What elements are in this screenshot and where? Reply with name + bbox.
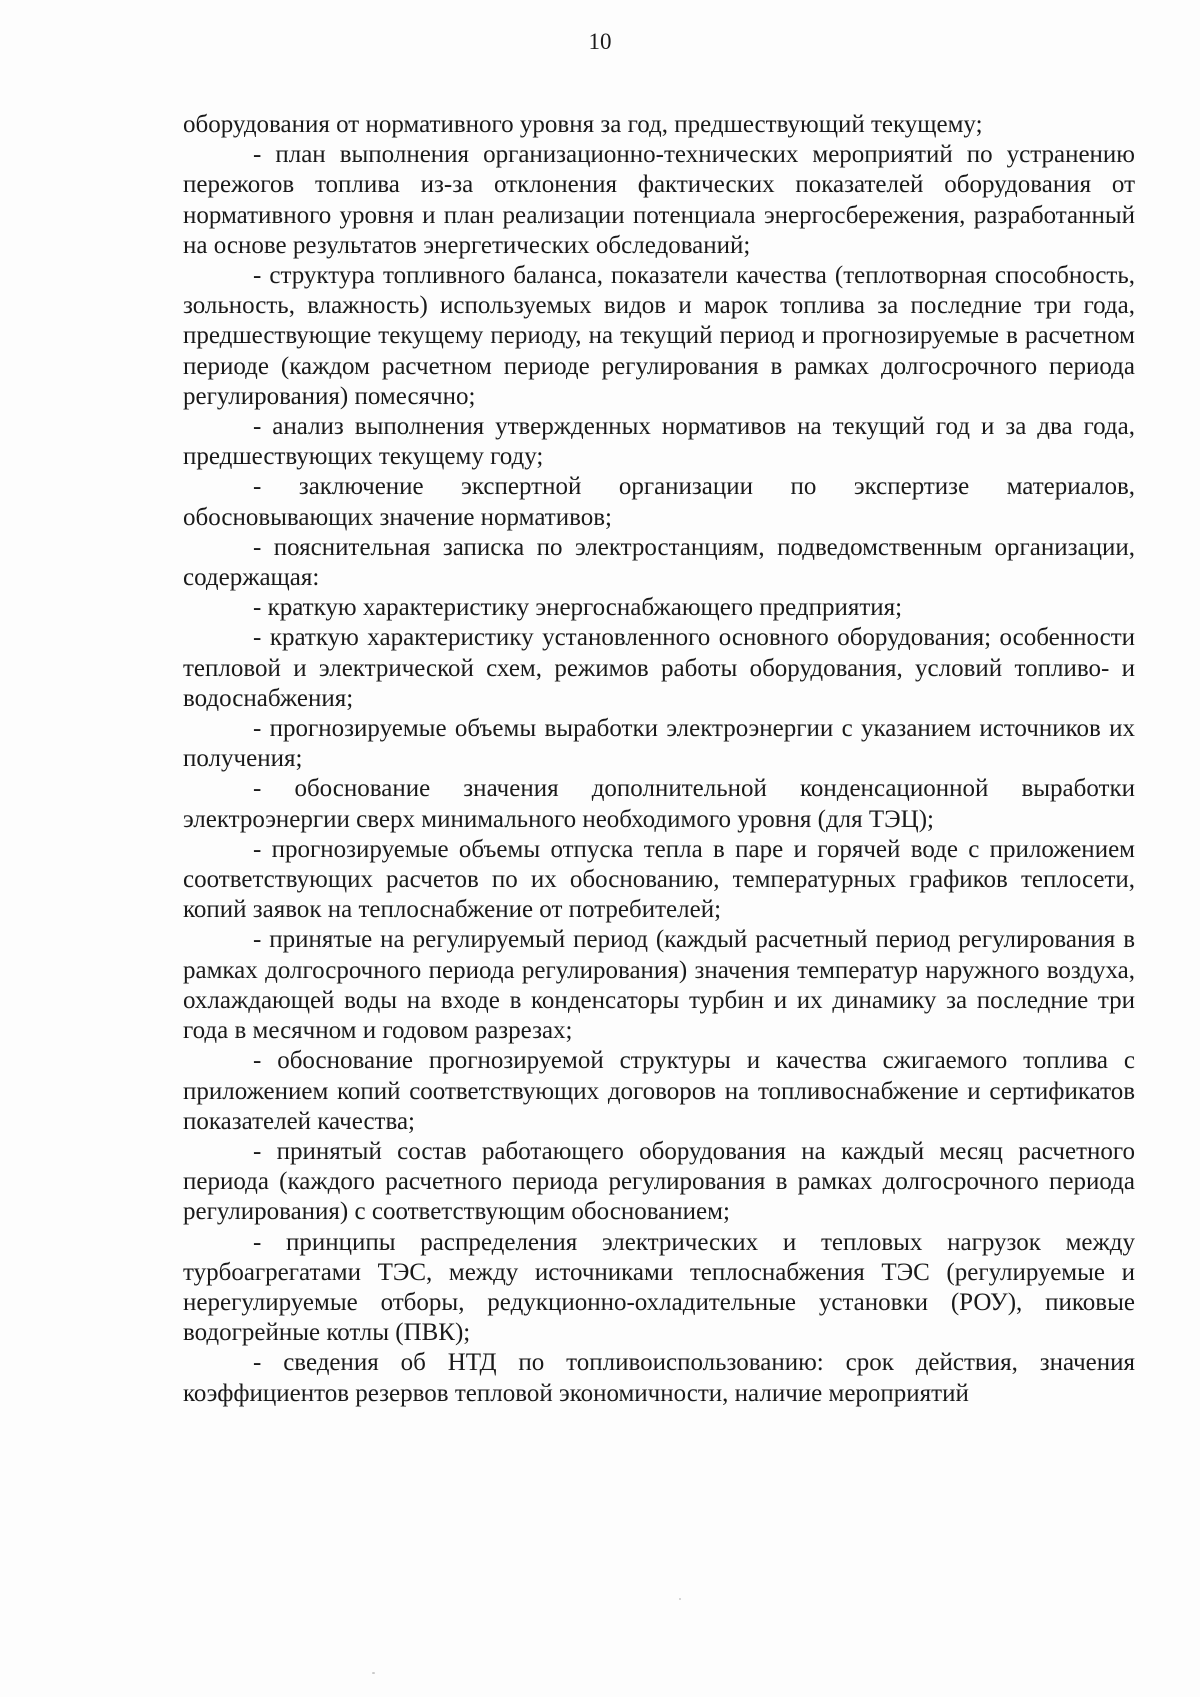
list-item: - обоснование значения дополнительной конденсационной выработки электроэнергии сверх минимального необходимого уровня (для ТЭЦ); xyxy=(183,775,1135,833)
list-item: - план выполнения организационно-технических мероприятий по устранению пережогов топлива из-за отклонения фактических показателей оборудования от нормативного уровня и план реализации потенциала энергосбережения, разработанный на основе результатов энергетических обследований; xyxy=(183,141,1135,259)
scan-speck xyxy=(679,1598,681,1600)
list-item: - заключение экспертной организации по экспертизе материалов, обосновывающих значение нормативов; xyxy=(183,473,1135,531)
list-item: - пояснительная записка по электростанциям, подведомственным организации, содержащая: xyxy=(183,533,1135,592)
list-item: - прогнозируемые объемы выработки электроэнергии с указанием источников их получения; xyxy=(183,715,1135,773)
body-text xyxy=(183,110,1135,1409)
page-number: 10 xyxy=(588,29,612,54)
list-item: - принятый состав работающего оборудования на каждый месяц расчетного периода (каждого расчетного периода регулирования в рамках долгосрочного периода регулирования) с соответствующим обоснованием; xyxy=(183,1137,1135,1226)
list-item: - краткую характеристику энергоснабжающего предприятия; xyxy=(253,594,903,622)
list-item: - прогнозируемые объемы отпуска тепла в паре и горячей воде с приложением соответствующих расчетов по их обоснованию, температурных графиков теплосети, копий заявок на теплоснабжение от потребителей; xyxy=(183,835,1135,924)
list-item: - принятые на регулируемый период (каждый расчетный период регулирования в рамках долгосрочного периода регулирования) значения температур наружного воздуха, охлаждающей воды на входе в конденсаторы турбин и их динамику за последние три года в месячном и годовом разрезах; xyxy=(183,926,1135,1045)
list-item: - сведения об НТД по топливоиспользованию: срок действия, значения коэффициентов резервов тепловой экономичности, наличие мероприятий xyxy=(183,1349,1135,1407)
scan-speck xyxy=(372,1672,375,1674)
list-item: - краткую характеристику установленного основного оборудования; особенности тепловой и электрической схем, режимов работы оборудования, условий топливо- и водоснабжения; xyxy=(183,624,1135,712)
paragraph-continuation: оборудования от нормативного уровня за год, предшествующий текущему; xyxy=(183,111,983,138)
list-item: - обоснование прогнозируемой структуры и качества сжигаемого топлива с приложением копий соответствующих договоров на топливоснабжение и сертификатов показателей качества; xyxy=(183,1047,1135,1135)
list-item: - структура топливного баланса, показатели качества (теплотворная способность, зольность, влажность) используемых видов и марок топлива за последние три года, предшествующие текущему периоду, на текущий период и прогнозируемые в расчетном периоде (каждом расчетном периоде регулирования в рамках долгосрочного периода регулирования) помесячно; xyxy=(183,262,1135,410)
list-item: - принципы распределения электрических и тепловых нагрузок между турбоагрегатами ТЭС, между источниками теплоснабжения ТЭС (регулируемые и нерегулируемые отборы, редукционно-охладительные установки (РОУ), пиковые водогрейные котлы (ПВК); xyxy=(183,1228,1135,1347)
list-item: - анализ выполнения утвержденных нормативов на текущий год и за два года, предшествующих текущему году; xyxy=(183,413,1135,471)
